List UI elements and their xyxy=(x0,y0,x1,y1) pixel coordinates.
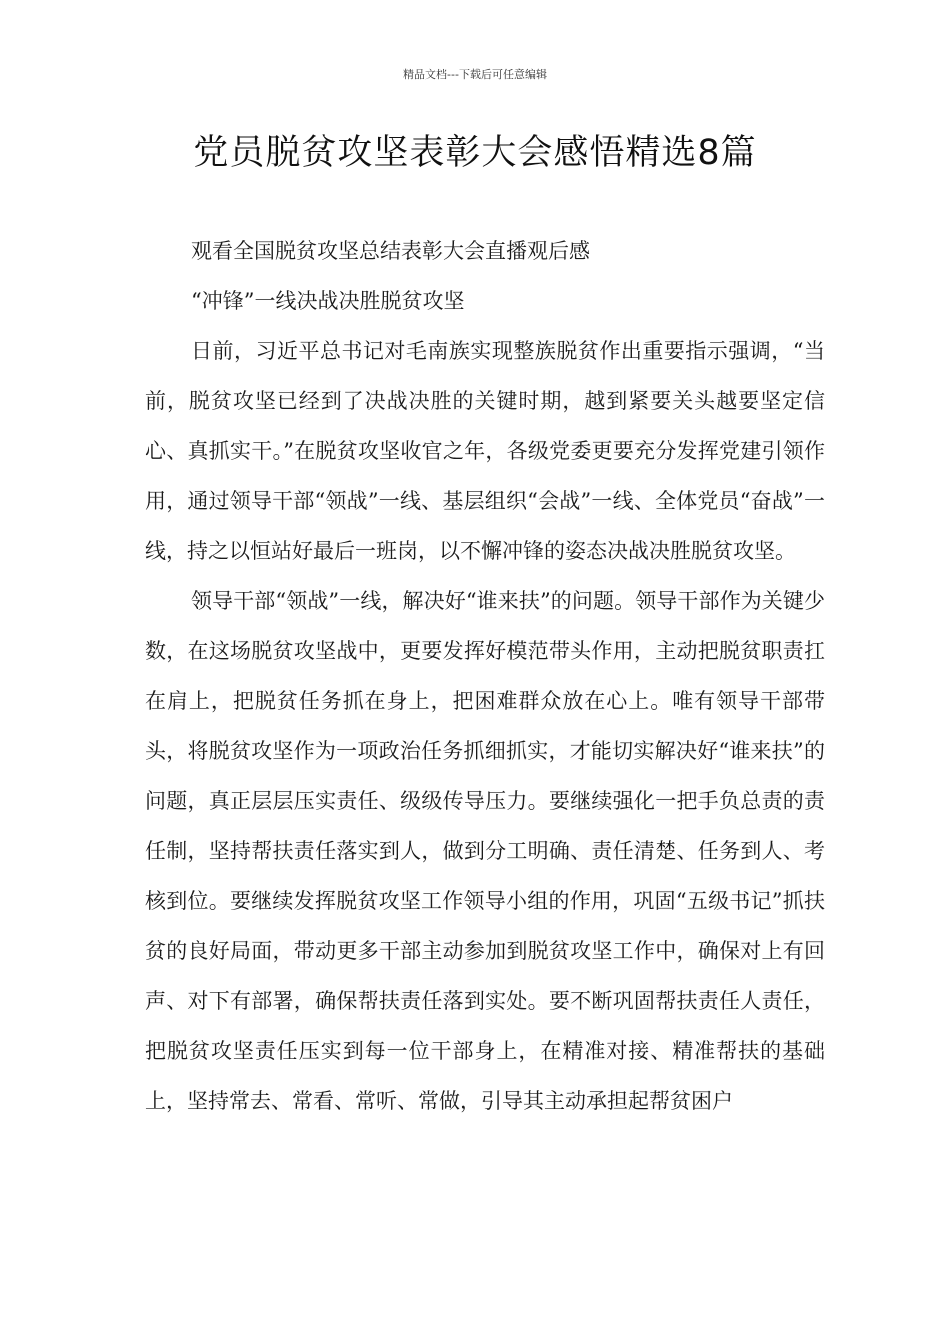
page-header-watermark: 精品文档---下载后可任意编辑 xyxy=(403,68,547,81)
subtitle-paragraph: 观看全国脱贫攻坚总结表彰大会直播观后感 xyxy=(191,239,590,263)
body-paragraph: 领导干部“领战”一线，解决好“谁来扶”的问题。领导干部作为关键少数，在这场脱贫攻坚战中，更要发挥好模范带头作用，主动把脱贫职责扛在肩上，把脱贫任务抓在身上，把困难群众放在心上。唯有领导干部带头，将脱贫攻坚作为一项政治任务抓细抓实，才能切实解决好“谁来扶”的问题，真正层层压实责任、级级传导压力。要继续强化一把手负总责的责任制，坚持帮扶责任落实到人，做到分工明确、责任清楚、任务到人、考核到位。要继续发挥脱贫攻坚工作领导小组的作用，巩固“五级书记”抓扶贫的良好局面，带动更多干部主动参加到脱贫攻坚工作中，确保对上有回声、对下有部署，确保帮扶责任落到实处。要不断巩固帮扶责任人责任，把脱贫攻坚责任压实到每一位干部身上，在精准对接、精准帮扶的基础上，坚持常去、常看、常听、常做，引导其主动承担起帮贫困户 xyxy=(145,589,825,1113)
document-body xyxy=(145,226,825,1126)
section-heading-paragraph: “冲锋”一线决战决胜脱贫攻坚 xyxy=(191,289,465,313)
body-paragraph: 日前，习近平总书记对毛南族实现整族脱贫作出重要指示强调，“当前，脱贫攻坚已经到了决战决胜的关键时期，越到紧要关头越要坚定信心、真抓实干。”在脱贫攻坚收官之年，各级党委更要充分发挥党建引领作用，通过领导干部“领战”一线、基层组织“会战”一线、全体党员“奋战”一线，持之以恒站好最后一班岗，以不懈冲锋的姿态决战决胜脱贫攻坚。 xyxy=(145,339,825,563)
document-title: 党员脱贫攻坚表彰大会感悟精选8篇 xyxy=(193,133,757,173)
